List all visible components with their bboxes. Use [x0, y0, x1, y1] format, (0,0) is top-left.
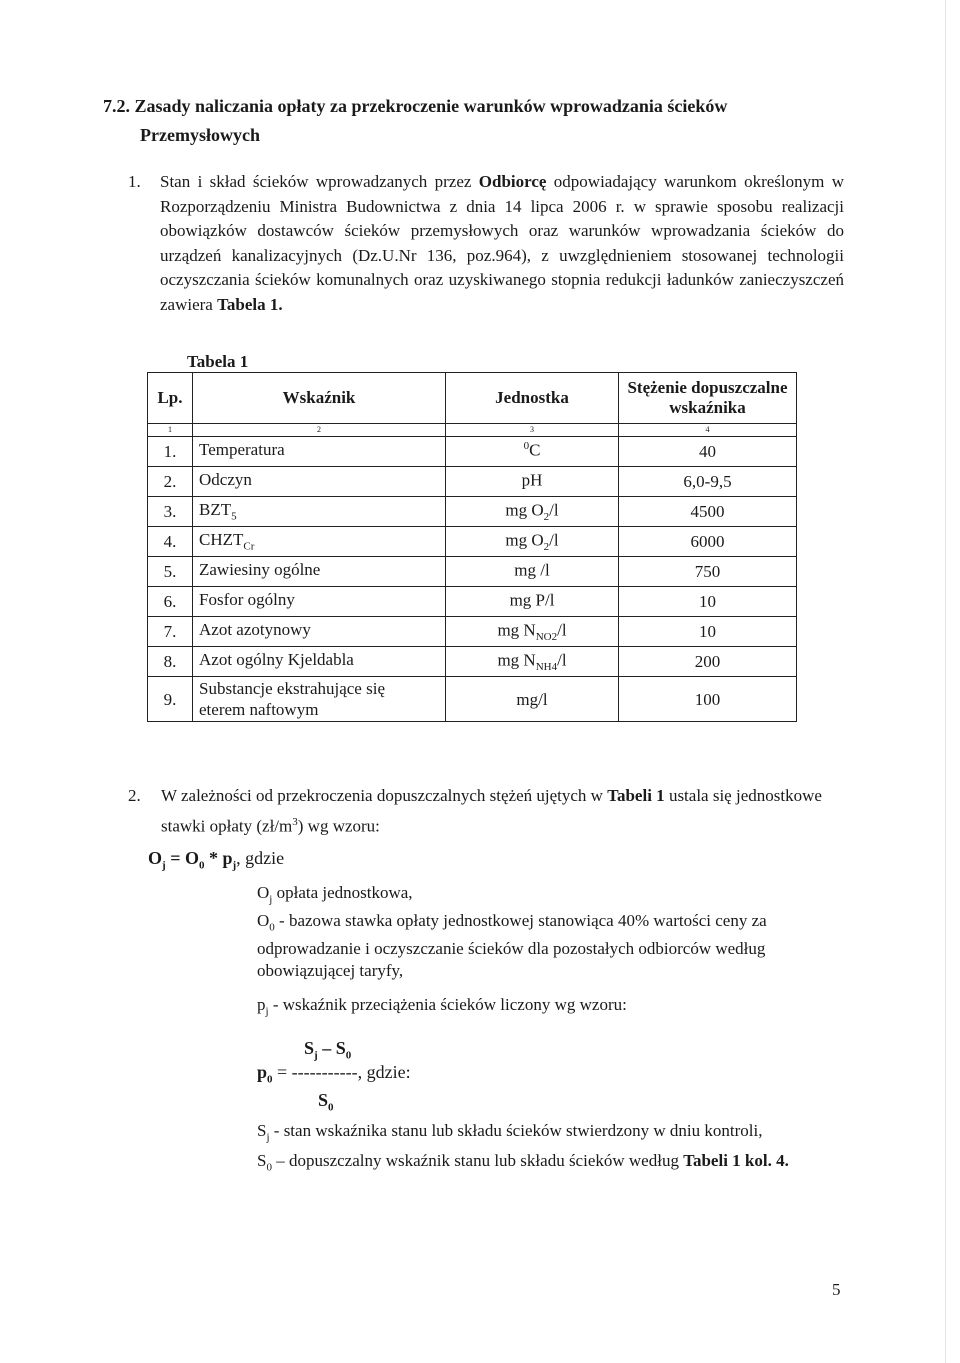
- row-name-main: CHZT: [199, 530, 244, 550]
- formula-o: O: [148, 848, 163, 868]
- fraction-p: p: [257, 1062, 268, 1082]
- section-heading: [103, 92, 823, 150]
- row-unit-sub: 2: [543, 511, 550, 524]
- row-unit: [446, 527, 619, 557]
- row-name-main: Azot azotynowy: [199, 620, 311, 640]
- def-symbol-sub: 0: [266, 1161, 272, 1174]
- row-unit-sub: NH4: [535, 661, 558, 674]
- paragraph-1: [128, 170, 844, 317]
- page-number: 5: [832, 1280, 841, 1299]
- column-number-row: [148, 424, 797, 437]
- row-unit-post: /l: [557, 650, 567, 670]
- limits-table: [147, 372, 797, 722]
- col-number: 3: [446, 424, 619, 437]
- paragraph-2-bold-a: Tabeli 1: [607, 786, 665, 805]
- formula-p-sub: j: [232, 859, 237, 872]
- def-text: - stan wskaźnika stanu lub składu ścieków stwierdzony w dniu kontroli,: [269, 1121, 763, 1140]
- row-name: [193, 437, 446, 467]
- heading-line-1: 7.2. Zasady naliczania opłaty za przekroczenie warunków wprowadzania ścieków: [103, 96, 728, 116]
- table-row: [148, 647, 797, 677]
- row-lp: 7.: [148, 617, 193, 647]
- col-number: 4: [619, 424, 797, 437]
- table-body: [148, 437, 797, 722]
- paragraph-2-text: [161, 782, 844, 840]
- def-symbol: S: [257, 1121, 267, 1140]
- header-stezenie: Stężenie dopuszczalne wskaźnika: [619, 373, 797, 424]
- row-value: 40: [619, 437, 797, 467]
- def-symbol: O: [257, 883, 270, 902]
- paragraph-1-number: 1.: [128, 172, 141, 191]
- row-lp: 1.: [148, 437, 193, 467]
- row-value: 4500: [619, 497, 797, 527]
- paragraph-1-text-a: Stan i skład ścieków wprowadzanych przez: [160, 172, 479, 191]
- row-name-sub: 5: [231, 510, 237, 523]
- row-unit: [446, 557, 619, 587]
- row-value: 200: [619, 647, 797, 677]
- fraction-line: [257, 1062, 411, 1086]
- paragraph-1-bold-a: Odbiorcę: [478, 172, 547, 191]
- row-unit: [446, 467, 619, 497]
- fraction-s0-bot-sub: 0: [328, 1101, 334, 1114]
- col-number: 2: [193, 424, 446, 437]
- row-unit-main: mg O: [505, 530, 544, 550]
- paragraph-2: [128, 782, 844, 840]
- row-unit: [446, 587, 619, 617]
- def-text: - bazowa stawka opłaty jednostkowej stanowiąca 40% wartości ceny za odprowadzanie i oczyszczanie ścieków dla pozostałych odbiorców według obowiązującej taryfy,: [257, 911, 767, 981]
- paragraph-1-text-b: odpowiadający warunkom określonym w Rozporządzeniu Ministra Budownictwa z dnia 14 lipca 2006 r. w sprawie sposobu realizacji obowiązków dostawców ścieków przemysłowych oraz warunków wprowadzania ścieków do urządzeń kanalizacyjnych (Dz.U.Nr 136, poz.964), z uwzględnieniem stosowanej technologii oczyszczania ścieków komunalnych oraz uzyskiwanego stopnia redukcji ładunków zanieczyszczeń zawiera: [160, 172, 844, 314]
- row-lp: 8.: [148, 647, 193, 677]
- table-row: [148, 467, 797, 497]
- row-value: 6,0-9,5: [619, 467, 797, 497]
- formula-eq: = O: [165, 848, 199, 868]
- table-row: [148, 497, 797, 527]
- row-name: [193, 647, 446, 677]
- fraction-denominator: [318, 1090, 334, 1114]
- paragraph-1-text: [160, 170, 844, 317]
- def-text: opłata jednostkowa,: [272, 883, 413, 902]
- row-unit-post: /l: [557, 620, 567, 640]
- def-symbol: S: [257, 1151, 267, 1170]
- row-unit-main: mg N: [497, 620, 536, 640]
- fraction-p-sub: 0: [267, 1073, 273, 1086]
- def-text: – dopuszczalny wskaźnik stanu lub składu ścieków według: [271, 1151, 684, 1170]
- row-name: [193, 467, 446, 497]
- fraction-numerator: [304, 1038, 351, 1062]
- row-name: [193, 617, 446, 647]
- header-wskaznik: Wskaźnik: [193, 373, 446, 424]
- def-symbol-sub: 0: [269, 921, 275, 934]
- table-row: [148, 437, 797, 467]
- formula-zero-sub: 0: [198, 859, 205, 872]
- table-caption: Tabela 1: [187, 352, 249, 371]
- row-unit: mg/l: [446, 677, 619, 722]
- paragraph-2-number: 2.: [128, 786, 141, 805]
- formula-star: *: [204, 848, 223, 868]
- row-name-line-1: Substancje ekstrahujące się: [199, 679, 385, 698]
- fraction-minus-s0: – S: [317, 1038, 346, 1058]
- row-name-main: Azot ogólny Kjeldabla: [199, 650, 354, 670]
- row-name-main: Odczyn: [199, 470, 252, 490]
- paragraph-2-text-a: W zależności od przekroczenia dopuszczalnych stężeń ujętych w: [161, 786, 608, 805]
- row-name: [193, 587, 446, 617]
- fraction-s0: S: [318, 1090, 329, 1110]
- row-unit-main: pH: [521, 470, 543, 490]
- row-name-main: BZT: [199, 500, 232, 520]
- row-value: 6000: [619, 527, 797, 557]
- row-unit-main: mg /l: [514, 560, 550, 580]
- row-lp: 2.: [148, 467, 193, 497]
- fraction-bar: = -----------, gdzie:: [272, 1062, 411, 1082]
- formula-o-sub: j: [162, 859, 166, 872]
- header-lp: Lp.: [148, 373, 193, 424]
- row-lp: 4.: [148, 527, 193, 557]
- row-unit-main: C: [529, 440, 541, 460]
- row-name: [193, 497, 446, 527]
- row-name-main: Zawiesiny ogólne: [199, 560, 321, 580]
- paragraph-2-sup: 3: [292, 816, 298, 828]
- formula-p: p: [222, 848, 233, 868]
- fraction-s0-sub: 0: [345, 1049, 352, 1062]
- row-lp: 3.: [148, 497, 193, 527]
- row-unit-sub: 2: [543, 541, 550, 554]
- table-header-row: [148, 373, 797, 424]
- fraction-sj-sub: j: [314, 1049, 318, 1062]
- page-edge: [945, 0, 946, 1363]
- definition-s0: [257, 1150, 847, 1178]
- row-name: [193, 677, 446, 722]
- paragraph-2-text-b: ustala się jednostkowe stawki opłaty (zł/m: [161, 786, 822, 836]
- row-unit: [446, 647, 619, 677]
- formula-oj: [148, 848, 284, 872]
- row-unit-main: mg P/l: [509, 590, 555, 610]
- col-number: 1: [148, 424, 193, 437]
- row-name: [193, 527, 446, 557]
- def-symbol: O: [257, 911, 270, 930]
- row-unit-main: mg N: [497, 650, 536, 670]
- row-name-main: Fosfor ogólny: [199, 590, 295, 610]
- table-row: [148, 677, 797, 722]
- row-name-sub: Cr: [243, 540, 255, 553]
- row-unit-post: /l: [549, 500, 559, 520]
- row-value: 10: [619, 587, 797, 617]
- heading-line-2: Przemysłowych: [140, 125, 260, 145]
- row-unit: [446, 437, 619, 467]
- def-symbol: p: [257, 995, 266, 1014]
- header-jednostka: Jednostka: [446, 373, 619, 424]
- table-row: [148, 617, 797, 647]
- row-name: [193, 557, 446, 587]
- row-name-main: Temperatura: [199, 440, 285, 460]
- definition-oj: [257, 882, 847, 910]
- def-symbol-sub: j: [265, 1005, 269, 1018]
- table-row: [148, 527, 797, 557]
- row-value: 750: [619, 557, 797, 587]
- paragraph-2-text-c: ) wg wzoru:: [297, 816, 380, 836]
- definition-pj: [257, 994, 847, 1022]
- row-lp: 5.: [148, 557, 193, 587]
- row-name-line-2: eterem naftowym: [199, 700, 319, 719]
- row-value: 100: [619, 677, 797, 722]
- row-unit-main: mg O: [505, 500, 544, 520]
- fraction-sj: S: [304, 1038, 315, 1058]
- definition-o0: [257, 910, 847, 982]
- row-unit: [446, 617, 619, 647]
- row-unit-sup: 0: [523, 439, 530, 452]
- def-text: - wskaźnik przeciążenia ścieków liczony wg wzoru:: [268, 995, 627, 1014]
- row-unit: [446, 497, 619, 527]
- row-unit-post: /l: [549, 530, 559, 550]
- row-value: 10: [619, 617, 797, 647]
- def-symbol-sub: j: [269, 893, 273, 906]
- def-symbol-sub: j: [266, 1131, 270, 1144]
- def-bold-ref: Tabeli 1 kol. 4.: [683, 1151, 789, 1170]
- table-row: [148, 557, 797, 587]
- paragraph-1-bold-b: Tabela 1.: [217, 294, 283, 314]
- row-unit-sub: NO2: [535, 631, 558, 644]
- definition-sj: [257, 1120, 847, 1148]
- row-lp: 6.: [148, 587, 193, 617]
- table-row: [148, 587, 797, 617]
- formula-tail: , gdzie: [236, 848, 285, 868]
- row-lp: 9.: [148, 677, 193, 722]
